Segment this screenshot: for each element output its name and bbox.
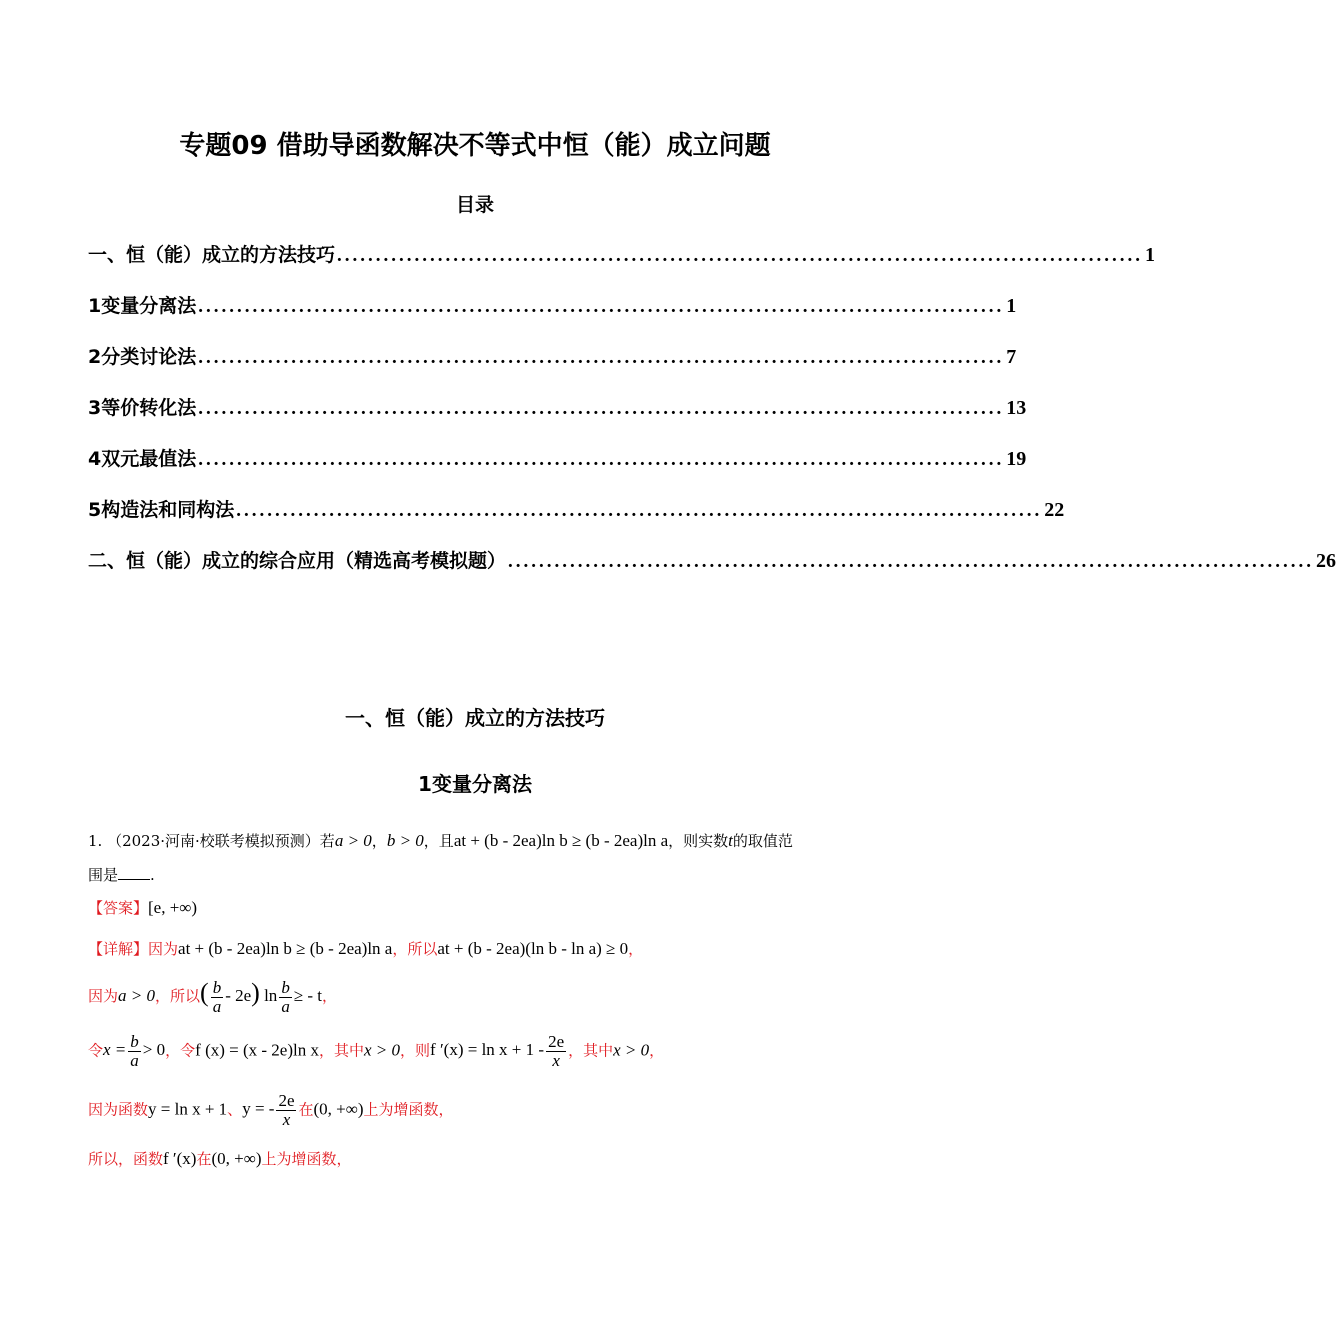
toc-entry-case-discussion[interactable] xyxy=(88,342,1017,372)
solution-text: ， xyxy=(649,1041,665,1060)
math-interval: (0, +∞) xyxy=(211,1149,262,1168)
toc-entry-methods[interactable] xyxy=(88,240,1156,270)
solution-text: 、 xyxy=(227,1100,243,1119)
toc-page-number: 7 xyxy=(1006,346,1017,368)
solution-text: ，则 xyxy=(400,1041,431,1060)
toc-entry-equivalent-transform[interactable] xyxy=(88,393,1027,423)
solution-text: 上为增函数， xyxy=(261,1150,352,1168)
math-expression: a > 0 xyxy=(118,986,155,1005)
solution-line-2 xyxy=(88,978,337,1016)
toc-leader-dots: ........................................................................................................ xyxy=(198,398,1005,419)
math-expression xyxy=(242,1091,298,1129)
solution-tag: 【详解】 xyxy=(88,940,149,958)
math-text: > 0 xyxy=(142,1040,166,1060)
math-inequality: at + (b - 2ea)ln b ≥ (b - 2ea)ln a xyxy=(453,831,669,850)
punct: ， xyxy=(371,832,387,850)
math-expression: x > 0 xyxy=(364,1040,401,1060)
toc-entry-two-variable-extremum[interactable] xyxy=(88,444,1027,474)
toc-leader-dots: ........................................................................................................ xyxy=(508,551,1315,572)
toc-page-number: 13 xyxy=(1006,397,1027,419)
math-expression: y = ln x + 1 xyxy=(148,1099,228,1119)
fraction-numerator: 2e xyxy=(548,1032,565,1051)
solution-text: ，令 xyxy=(165,1041,196,1060)
section-heading: 一、恒（能）成立的方法技巧 xyxy=(345,706,605,730)
toc-leader-dots: ........................................................................................................ xyxy=(198,347,1005,368)
toc-page-number: 1 xyxy=(1006,295,1017,317)
toc-entry-variable-separation[interactable] xyxy=(88,291,1017,321)
toc-entry-label: 一、恒（能）成立的方法技巧 xyxy=(88,244,336,266)
answer-tag: 【答案】 xyxy=(88,899,149,917)
toc-leader-dots: ........................................................................................................ xyxy=(198,449,1005,470)
toc-entry-label: 2分类讨论法 xyxy=(88,346,197,368)
toc-entry-label: 1变量分离法 xyxy=(88,295,197,317)
problem-line-2 xyxy=(88,864,155,885)
math-text: ≥ - t xyxy=(293,986,323,1005)
math-interval: (0, +∞) xyxy=(313,1099,364,1119)
fraction xyxy=(279,979,292,1016)
math-expression xyxy=(103,1032,166,1070)
problem-text: 的取值范 xyxy=(732,832,793,850)
fraction-denominator: a xyxy=(281,996,290,1016)
solution-text: ，所以 xyxy=(392,940,438,958)
problem-text: 围是 xyxy=(88,866,119,884)
toc-page-number: 19 xyxy=(1006,448,1027,470)
math-condition-a: a > 0 xyxy=(334,831,372,850)
solution-text: 在 xyxy=(196,1150,212,1168)
toc-heading: 目录 xyxy=(455,194,494,216)
math-text: y = - xyxy=(242,1099,275,1119)
solution-line-4 xyxy=(88,1092,454,1129)
math-text: ln xyxy=(264,986,278,1005)
answer-line xyxy=(88,897,197,918)
toc-entry-label: 3等价转化法 xyxy=(88,397,197,419)
solution-text: 上为增函数， xyxy=(363,1100,454,1119)
problem-text: ，则实数 xyxy=(668,832,729,850)
problem-source: （2023·河南·校联考模拟预测）若 xyxy=(107,832,335,850)
solution-line-5 xyxy=(88,1148,352,1169)
toc-entry-label: 5构造法和同构法 xyxy=(88,499,235,521)
solution-text: 因为 xyxy=(148,940,179,958)
solution-text: 令 xyxy=(88,1041,104,1060)
fraction-denominator: x xyxy=(282,1110,291,1129)
fraction xyxy=(546,1033,566,1070)
fraction-numerator: b xyxy=(281,977,290,997)
problem-text: . xyxy=(150,866,155,884)
solution-text: ，其中 xyxy=(318,1041,364,1060)
toc-leader-dots: ........................................................................................................ xyxy=(337,245,1144,266)
fraction-denominator: a xyxy=(212,996,222,1016)
fraction xyxy=(276,1092,296,1129)
math-text: x = xyxy=(103,1040,127,1060)
solution-text: 因为 xyxy=(88,987,119,1005)
math-text: - 2e xyxy=(225,986,252,1005)
solution-text: ，所以 xyxy=(155,987,201,1005)
problem-number: 1. xyxy=(88,832,103,850)
toc-entry-label: 二、恒（能）成立的综合应用（精选高考模拟题） xyxy=(88,550,507,572)
toc-entry-comprehensive[interactable] xyxy=(88,546,1336,576)
solution-line-1 xyxy=(88,938,643,959)
math-condition-b: b > 0 xyxy=(386,831,424,850)
math-expression xyxy=(430,1032,568,1070)
solution-text: 在 xyxy=(298,1100,314,1119)
toc-page-number: 1 xyxy=(1145,244,1156,266)
solution-text: ， xyxy=(628,940,644,958)
math-var-t: t xyxy=(728,831,733,850)
math-expression: at + (b - 2ea)(ln b - ln a) ≥ 0 xyxy=(437,939,629,958)
math-expression: f ′(x) xyxy=(163,1149,197,1168)
math-expression: at + (b - 2ea)ln b ≥ (b - 2ea)ln a xyxy=(178,939,393,958)
answer-blank xyxy=(118,865,150,880)
fraction-numerator: 2e xyxy=(278,1091,295,1110)
toc-page-number: 26 xyxy=(1316,550,1336,572)
toc-entry-label: 4双元最值法 xyxy=(88,448,197,470)
fraction-denominator: a xyxy=(130,1051,139,1070)
solution-text: ，其中 xyxy=(568,1041,614,1060)
math-text: f ′(x) = ln x + 1 - xyxy=(430,1040,545,1060)
fraction-denominator: x xyxy=(552,1051,560,1070)
fraction-numerator: b xyxy=(130,1032,139,1051)
toc-leader-dots: ........................................................................................................ xyxy=(236,500,1043,521)
fraction-numerator: b xyxy=(212,977,222,997)
punct: ，且 xyxy=(423,832,454,850)
fraction xyxy=(211,979,224,1016)
solution-text: 所以，函数 xyxy=(88,1150,164,1168)
toc-leader-dots: ........................................................................................................ xyxy=(198,296,1005,317)
subsection-heading: 1变量分离法 xyxy=(418,772,532,796)
solution-text: ， xyxy=(322,987,338,1005)
solution-text: 因为函数 xyxy=(88,1100,149,1119)
toc-page-number: 22 xyxy=(1044,499,1065,521)
toc-entry-construction[interactable] xyxy=(88,495,1065,525)
problem-line-1 xyxy=(88,830,793,851)
math-expression: x > 0 xyxy=(613,1040,650,1060)
math-expression: f (x) = (x - 2e)ln x xyxy=(195,1040,319,1060)
page-title: 专题09 借助导函数解决不等式中恒（能）成立问题 xyxy=(179,131,771,161)
solution-line-3 xyxy=(88,1033,664,1070)
math-expression: ( $\frac{b}{a}$ - 2e) ln $\frac{b}{a}$ ≥ - t xyxy=(200,977,323,1016)
fraction xyxy=(128,1033,141,1070)
answer-value: [e, +∞) xyxy=(148,898,198,917)
